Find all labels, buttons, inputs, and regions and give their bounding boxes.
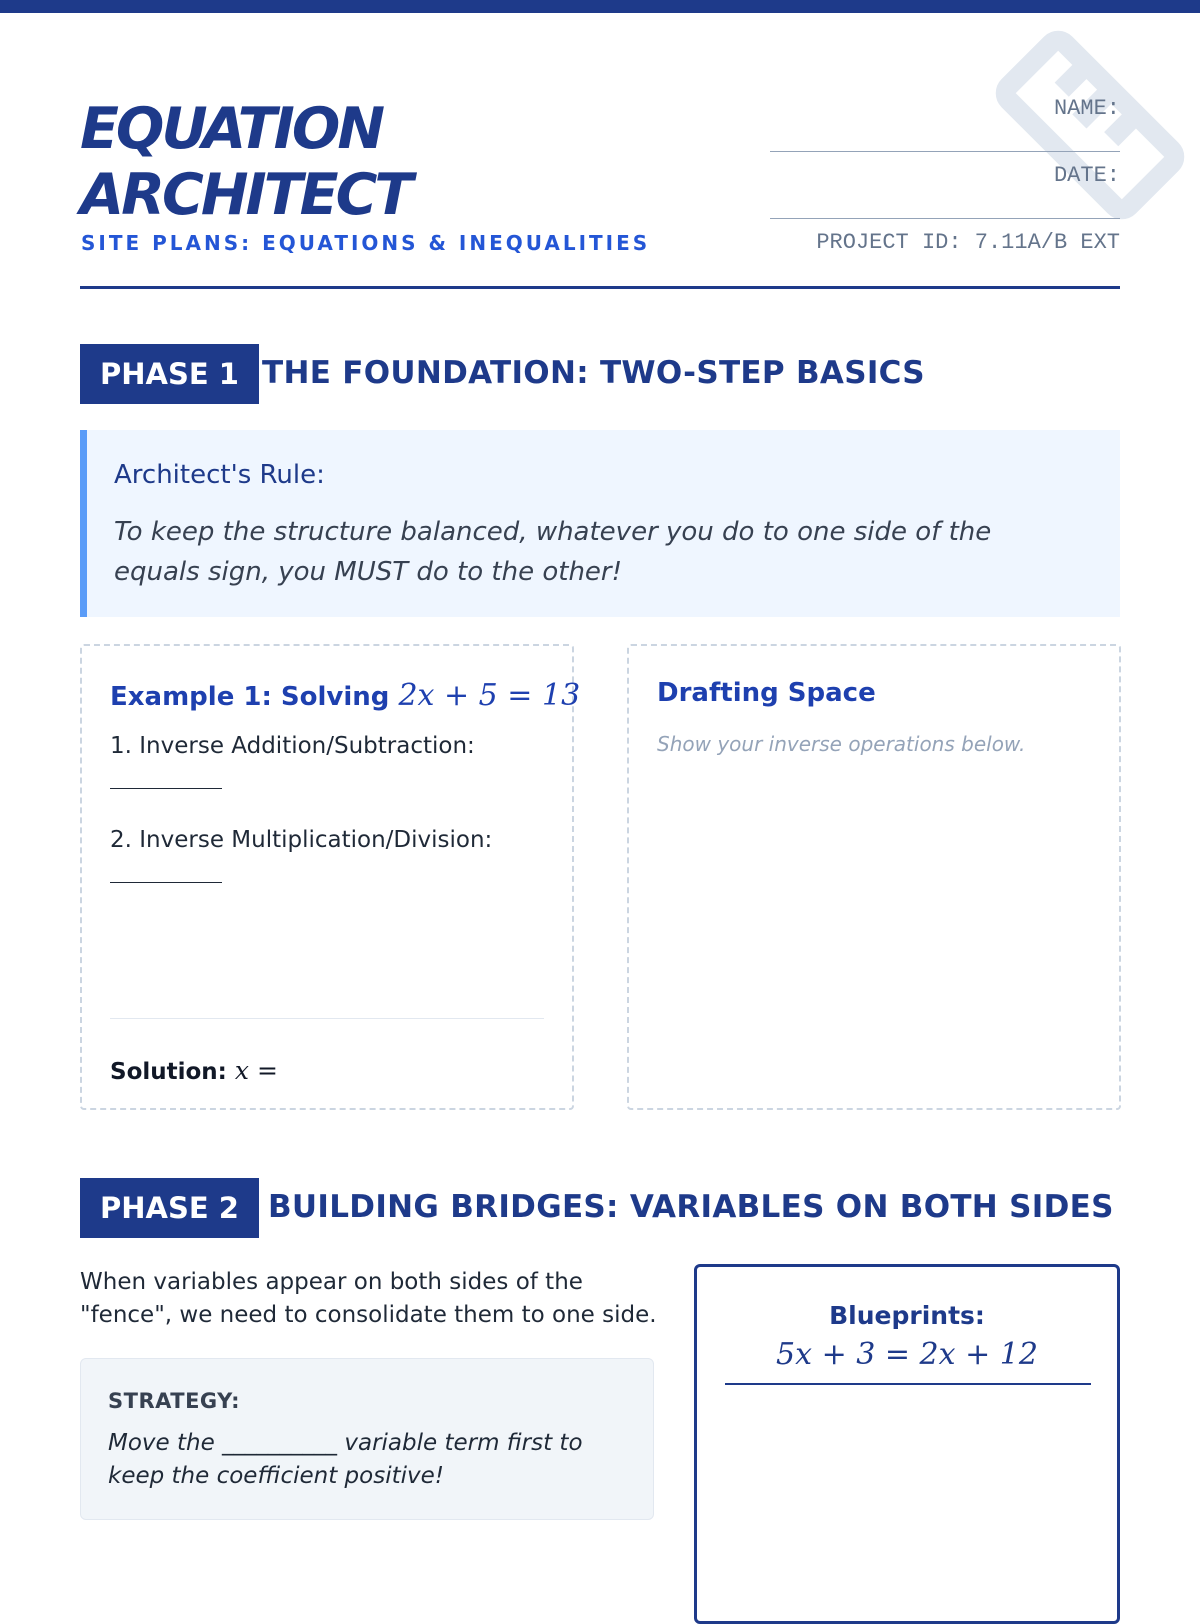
date-field[interactable] bbox=[770, 218, 1120, 219]
title-line-1: EQUATION bbox=[80, 96, 383, 162]
strategy-text-before: Move the bbox=[108, 1430, 215, 1456]
top-accent-bar bbox=[0, 0, 1200, 13]
drafting-hint: Show your inverse operations below. bbox=[657, 732, 1026, 756]
blueprints-card[interactable] bbox=[694, 1264, 1120, 1624]
strategy-callout bbox=[80, 1358, 654, 1520]
step-2-answer-blank[interactable] bbox=[110, 882, 222, 883]
architects-rule-callout bbox=[80, 430, 1120, 617]
solution-line[interactable] bbox=[110, 1056, 278, 1085]
page-title bbox=[80, 96, 410, 228]
strategy-label: STRATEGY: bbox=[108, 1389, 240, 1413]
blueprints-equation: 5x + 3 = 2x + 12 bbox=[776, 1337, 1038, 1372]
solution-math: x = bbox=[234, 1056, 278, 1085]
example-divider bbox=[110, 1018, 544, 1019]
drafting-title: Drafting Space bbox=[657, 678, 876, 708]
header-divider bbox=[80, 286, 1120, 289]
name-field[interactable] bbox=[770, 151, 1120, 152]
page-subtitle: SITE PLANS: EQUATIONS & INEQUALITIES bbox=[81, 231, 651, 255]
project-id: PROJECT ID: 7.11A/B EXT bbox=[816, 230, 1120, 255]
step-1-label: 1. Inverse Addition/Subtraction: bbox=[110, 733, 475, 759]
title-line-2: ARCHITECT bbox=[80, 162, 411, 228]
ruler-icon bbox=[985, 20, 1195, 230]
strategy-blank[interactable]: __________ bbox=[222, 1430, 338, 1456]
rule-text: To keep the structure balanced, whatever you do to one side of the equals sign, you MUST do to the other! bbox=[114, 517, 992, 587]
step-2-label: 2. Inverse Multiplication/Division: bbox=[110, 827, 493, 853]
step-1-answer-blank[interactable] bbox=[110, 788, 222, 789]
blueprints-rule bbox=[725, 1383, 1091, 1385]
example-1-prefix: Example 1: Solving bbox=[110, 682, 390, 712]
phase-2-title: BUILDING BRIDGES: VARIABLES ON BOTH SIDES bbox=[268, 1189, 1114, 1225]
phase-2-badge: PHASE 2 bbox=[80, 1178, 259, 1238]
solution-label: Solution: bbox=[110, 1059, 227, 1085]
example-1-equation: 2x + 5 = 13 bbox=[398, 678, 581, 713]
phase-2-intro: When variables appear on both sides of the "fence", we need to consolidate them to one side. bbox=[80, 1269, 657, 1328]
strategy-text-after: variable term first to keep the coefficient positive! bbox=[108, 1430, 583, 1489]
drafting-space-card[interactable] bbox=[627, 644, 1121, 1110]
phase-1-badge: PHASE 1 bbox=[80, 344, 259, 404]
example-1-card bbox=[80, 644, 581, 1110]
phase-1-title: THE FOUNDATION: TWO-STEP BASICS bbox=[262, 355, 925, 391]
name-label: NAME: bbox=[1053, 96, 1120, 121]
strategy-text bbox=[108, 1427, 628, 1493]
example-1-title bbox=[110, 678, 580, 713]
rule-heading: Architect's Rule: bbox=[114, 460, 325, 490]
blueprints-title: Blueprints: bbox=[829, 1301, 985, 1330]
date-label: DATE: bbox=[1053, 163, 1120, 188]
